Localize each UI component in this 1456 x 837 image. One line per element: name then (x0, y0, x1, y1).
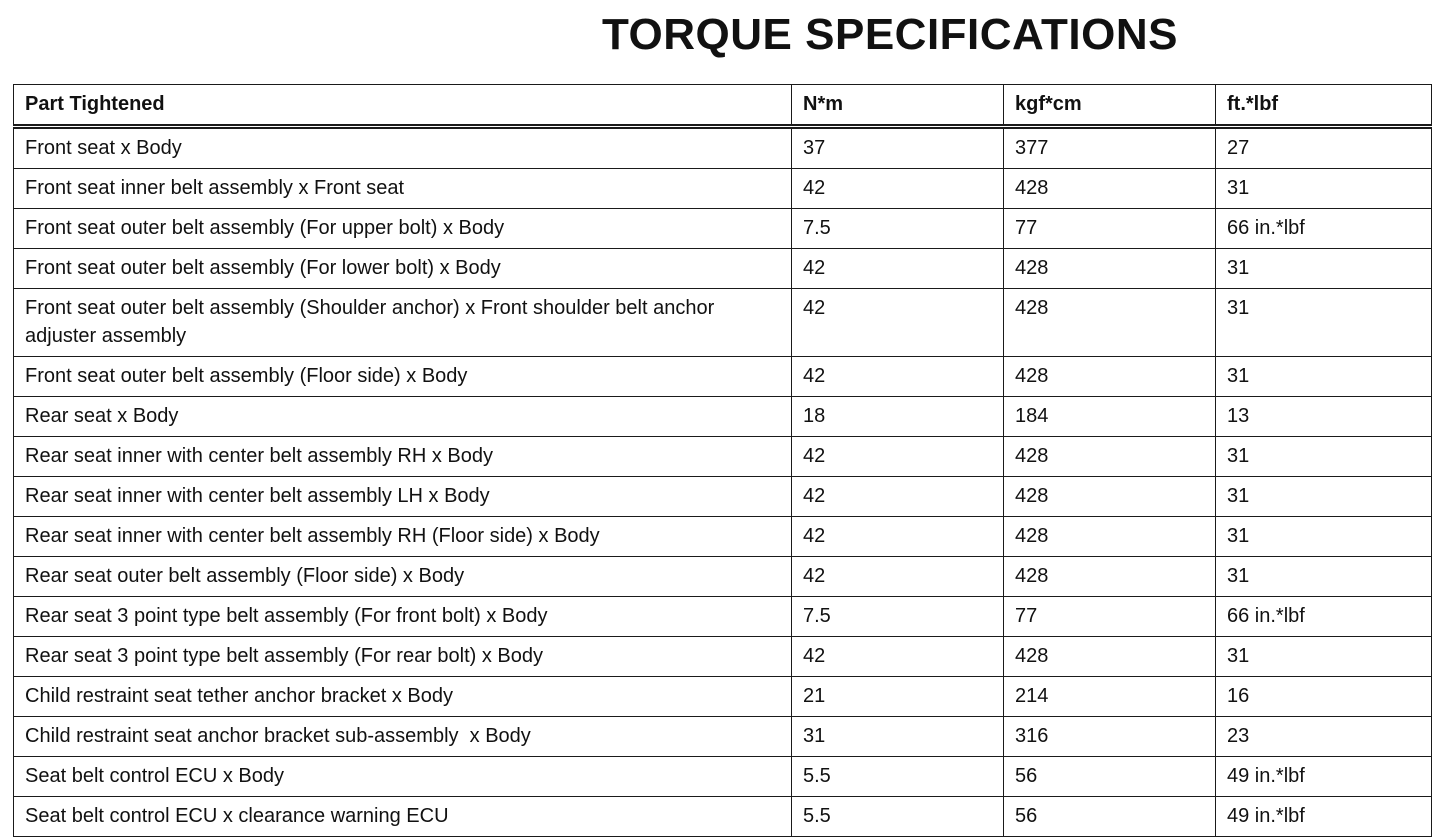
cell-nm: 42 (792, 249, 1004, 289)
cell-ft-lbf: 31 (1216, 437, 1432, 477)
header-part-tightened: Part Tightened (14, 85, 792, 127)
cell-kgf-cm: 428 (1004, 637, 1216, 677)
cell-nm: 42 (792, 477, 1004, 517)
cell-ft-lbf: 16 (1216, 677, 1432, 717)
table-row (14, 717, 1432, 757)
cell-kgf-cm: 428 (1004, 437, 1216, 477)
cell-part: Front seat outer belt assembly (For lower bolt) x Body (14, 249, 792, 289)
cell-kgf-cm: 428 (1004, 557, 1216, 597)
cell-part: Rear seat 3 point type belt assembly (For rear bolt) x Body (14, 637, 792, 677)
cell-ft-lbf: 49 in.*lbf (1216, 797, 1432, 837)
cell-part: Seat belt control ECU x Body (14, 757, 792, 797)
cell-nm: 18 (792, 397, 1004, 437)
cell-ft-lbf: 13 (1216, 397, 1432, 437)
page-title: TORQUE SPECIFICATIONS (601, 10, 1179, 59)
cell-ft-lbf: 31 (1216, 249, 1432, 289)
cell-ft-lbf: 27 (1216, 127, 1432, 169)
cell-nm: 21 (792, 677, 1004, 717)
cell-ft-lbf: 23 (1216, 717, 1432, 757)
cell-kgf-cm: 77 (1004, 597, 1216, 637)
table-row (14, 209, 1432, 249)
cell-kgf-cm: 428 (1004, 477, 1216, 517)
cell-ft-lbf: 31 (1216, 517, 1432, 557)
cell-part: Rear seat inner with center belt assembly RH (Floor side) x Body (14, 517, 792, 557)
cell-kgf-cm: 428 (1004, 357, 1216, 397)
cell-part: Front seat x Body (14, 127, 792, 169)
cell-kgf-cm: 377 (1004, 127, 1216, 169)
cell-kgf-cm: 56 (1004, 797, 1216, 837)
table-row (14, 169, 1432, 209)
cell-nm: 5.5 (792, 797, 1004, 837)
cell-kgf-cm: 77 (1004, 209, 1216, 249)
cell-kgf-cm: 428 (1004, 289, 1216, 357)
header-kgf-cm: kgf*cm (1004, 85, 1216, 127)
table-row (14, 677, 1432, 717)
table-row (14, 357, 1432, 397)
cell-part: Rear seat 3 point type belt assembly (For front bolt) x Body (14, 597, 792, 637)
cell-part: Seat belt control ECU x clearance warning ECU (14, 797, 792, 837)
cell-kgf-cm: 56 (1004, 757, 1216, 797)
cell-nm: 7.5 (792, 597, 1004, 637)
cell-ft-lbf: 66 in.*lbf (1216, 209, 1432, 249)
cell-ft-lbf: 31 (1216, 169, 1432, 209)
cell-part: Child restraint seat tether anchor bracket x Body (14, 677, 792, 717)
cell-part: Rear seat inner with center belt assembly LH x Body (14, 477, 792, 517)
cell-kgf-cm: 428 (1004, 249, 1216, 289)
cell-nm: 42 (792, 517, 1004, 557)
cell-nm: 37 (792, 127, 1004, 169)
cell-part: Front seat outer belt assembly (Floor side) x Body (14, 357, 792, 397)
cell-part: Front seat outer belt assembly (For upper bolt) x Body (14, 209, 792, 249)
cell-ft-lbf: 66 in.*lbf (1216, 597, 1432, 637)
table-row (14, 597, 1432, 637)
table-row (14, 289, 1432, 357)
table-row (14, 797, 1432, 837)
table-row (14, 477, 1432, 517)
table-header-row (14, 85, 1432, 127)
cell-part: Rear seat outer belt assembly (Floor side) x Body (14, 557, 792, 597)
cell-part: Rear seat x Body (14, 397, 792, 437)
cell-nm: 42 (792, 437, 1004, 477)
cell-nm: 42 (792, 169, 1004, 209)
cell-part: Front seat inner belt assembly x Front seat (14, 169, 792, 209)
cell-ft-lbf: 31 (1216, 289, 1432, 357)
cell-nm: 31 (792, 717, 1004, 757)
cell-ft-lbf: 31 (1216, 477, 1432, 517)
cell-part: Child restraint seat anchor bracket sub-assembly x Body (14, 717, 792, 757)
cell-kgf-cm: 316 (1004, 717, 1216, 757)
torque-spec-table (13, 84, 1432, 837)
table-row (14, 637, 1432, 677)
table-row (14, 397, 1432, 437)
table-row (14, 557, 1432, 597)
cell-nm: 5.5 (792, 757, 1004, 797)
cell-ft-lbf: 31 (1216, 557, 1432, 597)
table-row (14, 127, 1432, 169)
cell-ft-lbf: 31 (1216, 357, 1432, 397)
table-row (14, 517, 1432, 557)
cell-kgf-cm: 214 (1004, 677, 1216, 717)
cell-ft-lbf: 31 (1216, 637, 1432, 677)
cell-nm: 42 (792, 637, 1004, 677)
cell-part: Rear seat inner with center belt assembly RH x Body (14, 437, 792, 477)
cell-kgf-cm: 428 (1004, 169, 1216, 209)
table-row (14, 437, 1432, 477)
header-nm: N*m (792, 85, 1004, 127)
cell-part: Front seat outer belt assembly (Shoulder anchor) x Front shoulder belt anchor adjuster assembly (14, 289, 792, 357)
cell-kgf-cm: 184 (1004, 397, 1216, 437)
table-row (14, 757, 1432, 797)
table-row (14, 249, 1432, 289)
cell-nm: 42 (792, 557, 1004, 597)
header-ft-lbf: ft.*lbf (1216, 85, 1432, 127)
cell-nm: 42 (792, 289, 1004, 357)
cell-kgf-cm: 428 (1004, 517, 1216, 557)
cell-nm: 7.5 (792, 209, 1004, 249)
cell-ft-lbf: 49 in.*lbf (1216, 757, 1432, 797)
cell-nm: 42 (792, 357, 1004, 397)
